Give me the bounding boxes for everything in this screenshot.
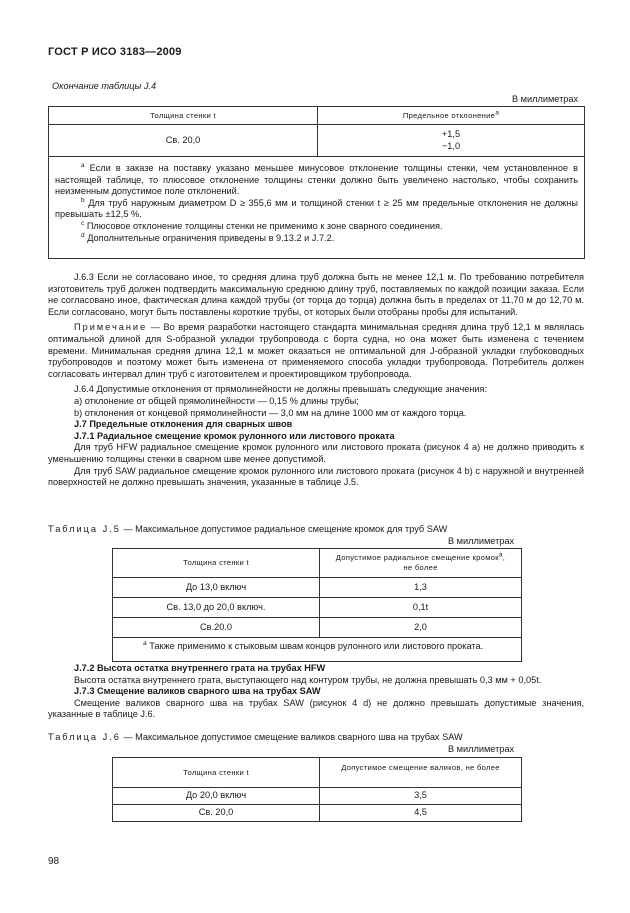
table-row: До 20,0 включ 3,5 <box>113 788 522 805</box>
paragraph-j63: J.6.3 Если не согласовано иное, то средняя длина труб должна быть не менее 12,1 м. По требованию потребителя изготовитель труб должен подтвердить максимальную среднюю длину труб, поставляемых по каждой позиции заказа. Если не согласовано иное, фактическая длина каждой трубы (от торца до торца) должна быть в пределах от 11,70 м до 12,70 м. Если согласовано, могут быть поставлены короткие трубы, от которых были отобраны пробы для испытаний. <box>48 272 584 317</box>
paragraph-saw: Для труб SAW радиальное смещение кромок рулонного или листового проката (рисунок 4 b) с наружной и внутренней поверхностей не должно превышать значения, указанные в таблице J.5. <box>48 465 584 488</box>
table-j5-units: В миллиметрах <box>448 536 515 546</box>
list-item-a: a) отклонение от общей прямолинейности — 0,15 % длины трубы; <box>74 395 359 406</box>
page-header: ГОСТ Р ИСО 3183—2009 <box>48 46 182 58</box>
table-j6 <box>112 757 522 822</box>
table-j4-footnote-a: $^a$ Если в заказе на поставку указано меньшее минусовое отклонение толщины стенки, чем установленное в настоящей таблице, то плюсовое отклонение толщины стенки должно быть увеличено настолько, чтобы сохранить неизменным допустимое поле отклонений. <box>55 161 578 197</box>
paragraph-j73: Смещение валиков сварного шва на трубах SAW (рисунок 4 d) не должно превышать допустимые значения, указанные в таблице J.6. <box>48 697 584 720</box>
body-section-j6-j7 <box>48 272 584 489</box>
table-j5-footnote: $^a$ Также применимо к стыковым швам концов рулонного или листового проката. <box>113 638 522 662</box>
table-j4-header-thickness: Толщина стенки t <box>49 107 318 125</box>
table-j6-header-thickness: Толщина стенки t <box>113 758 320 788</box>
table-j5 <box>112 548 522 662</box>
table-j4-footnotes <box>49 157 585 259</box>
table-j4 <box>48 106 585 259</box>
table-j4-footnote-c: $^c$ Плюсовое отклонение толщины стенки не применимо к зоне сварного соединения. <box>81 219 443 231</box>
table-row: До 13,0 включ 1,3 <box>113 578 522 598</box>
list-item-b: b) отклонения от концевой прямолинейности — 3,0 мм на длине 1000 мм от каждого торца. <box>74 407 467 418</box>
body-section-j72-j73 <box>48 663 584 721</box>
table-j4-footnote-d: $^d$ Дополнительные ограничения приведены в 9.13.2 и J.7.2. <box>81 231 335 243</box>
table-j4-header-deviation: Предельное отклонение$^a$ <box>318 107 585 125</box>
note-label: Примечание <box>74 322 148 333</box>
paragraph-j64: J.6.4 Допустимые отклонения от прямолинейности не должны превышать следующие значения: <box>74 384 488 395</box>
heading-j72: J.7.2 Высота остатка внутреннего грата на трубах HFW <box>74 663 326 673</box>
table-j4-cell-deviation: +1,5 −1,0 <box>318 125 585 157</box>
page-number: 98 <box>48 856 60 867</box>
table-j4-continuation-caption: Окончание таблицы J.4 <box>52 81 157 91</box>
heading-j71: J.7.1 Радиальное смещение кромок рулонного или листового проката <box>74 430 395 441</box>
table-j6-caption: Таблица J.6 — Максимальное допустимое смещение валиков сварного шва на трубах SAW <box>48 732 463 742</box>
table-row: Св. 20,0 4,5 <box>113 805 522 822</box>
table-j5-caption: Таблица J.5 — Максимальное допустимое радиальное смещение кромок для труб SAW <box>48 524 448 534</box>
table-row: Св.20.0 2,0 <box>113 618 522 638</box>
heading-j7: J.7 Предельные отклонения для сварных швов <box>74 419 293 430</box>
note-paragraph: Примечание — Во время разработки настоящего стандарта минимальная средняя длина труб 12,1 м являлась оптимальной длиной для S-образной укладки трубопровода с борта судна, но она может быть изменена с течением времени. Минимальная средняя длина 12,1 м может оказаться не оптимальной для J-образной укладки глубоководных трубопроводов и поэтому может быть изменена от применяемого способа укладки трубопровода. Потребитель должен согласовать интервал длин труб с изготовителем и проектировщиком трубопровода. <box>48 322 584 379</box>
paragraph-j72: Высота остатка внутреннего грата, выступающего над контуром трубы, не должна превышать 0,3 мм + 0,05t. <box>74 674 542 685</box>
table-j6-units: В миллиметрах <box>448 744 515 754</box>
table-j4-units: В миллиметрах <box>512 94 579 104</box>
table-j5-header-offset: Допустимое радиальное смещение кромок$^a$, не более <box>320 549 522 578</box>
paragraph-hfw: Для труб HFW радиальное смещение кромок рулонного или листового проката (рисунок 4 а) не должно приводить к уменьшению толщины стенки в сварном шве менее допустимой. <box>48 442 584 464</box>
table-j6-header-offset: Допустимое смещение валиков, не более <box>320 758 522 788</box>
table-j5-header-thickness: Толщина стенки t <box>113 549 320 578</box>
table-j4-cell-thickness: Св. 20,0 <box>49 125 318 157</box>
table-j4-footnote-b: $^b$ Для труб наружным диаметром D ≥ 355,6 мм и толщиной стенки t ≥ 25 мм предельные отклонения не должны превышать ±12,5 %. <box>55 196 578 220</box>
table-row: Св. 13,0 до 20,0 включ. 0,1t <box>113 598 522 618</box>
heading-j73: J.7.3 Смещение валиков сварного шва на трубах SAW <box>74 686 321 697</box>
